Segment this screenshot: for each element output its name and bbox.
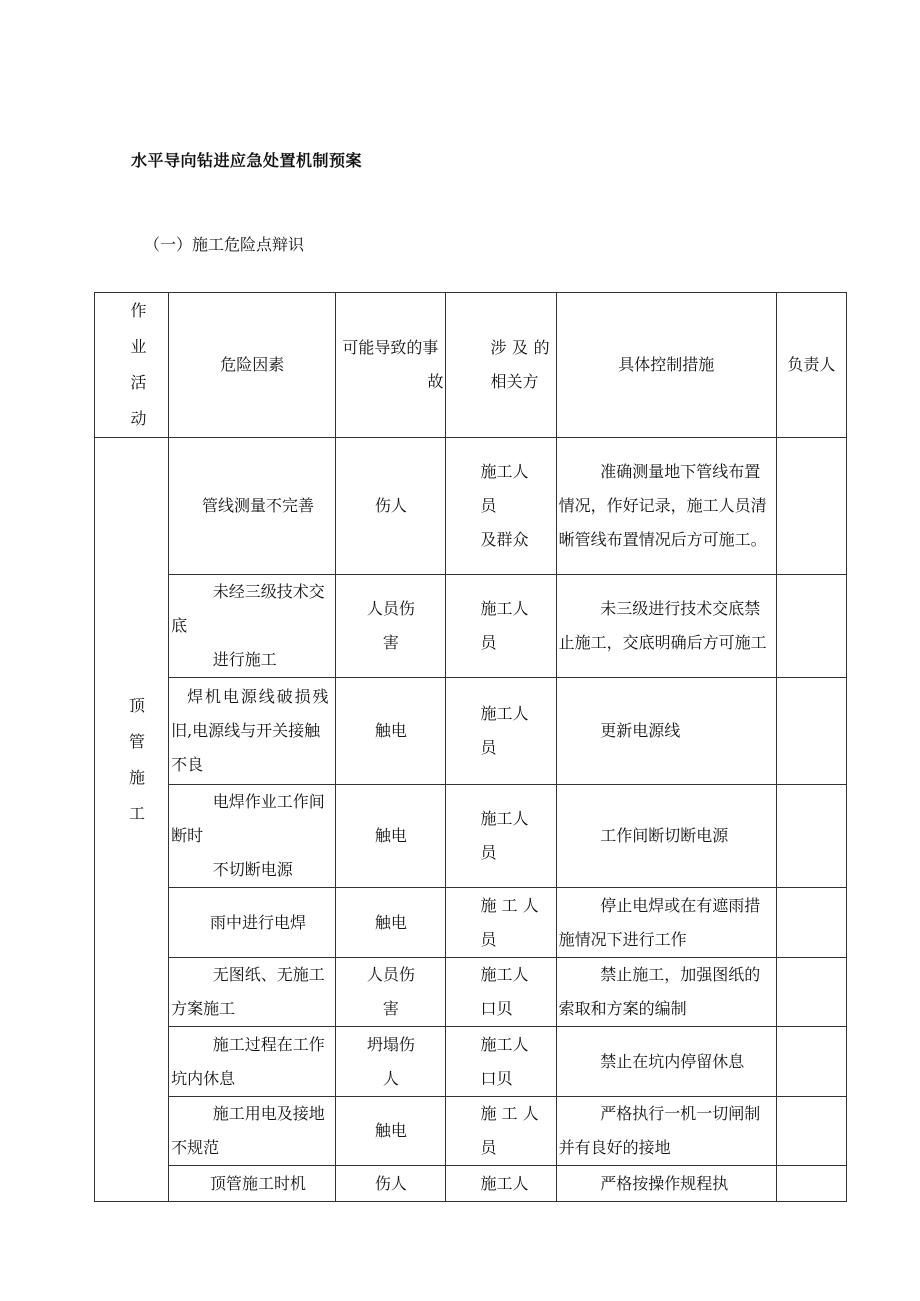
hazard-cell [169, 785, 336, 888]
measure-cell-line: 禁止在坑内停留休息 [600, 1051, 745, 1071]
measure-cell [556, 785, 776, 888]
accident-cell-line: 人员伤 [366, 599, 415, 618]
hazard-cell [169, 958, 336, 1027]
accident-cell [336, 678, 446, 785]
hazard-cell-line: 不良 [171, 755, 204, 774]
hazard-cell-line: 底 [171, 616, 188, 635]
hazard-cell [169, 888, 336, 958]
measure-cell [556, 1027, 776, 1097]
hazard-cell-line: 未经三级技术交 [212, 582, 325, 601]
measure-cell-line: 并有良好的接地 [558, 1138, 671, 1157]
measure-cell-line: 情况，作好记录，施工人员清 [558, 496, 767, 515]
measure-cell-line: 严格按操作规程执 [600, 1173, 729, 1193]
responsible-cell [776, 958, 846, 1027]
responsible-cell [776, 575, 846, 678]
hazard-cell-line: 不规范 [171, 1138, 220, 1157]
accident-cell [336, 958, 446, 1027]
hazard-cell-line: 无图纸、无施工 [212, 965, 325, 984]
measure-cell-line: 施情况下进行工作 [558, 929, 687, 949]
measure-cell-line: 索取和方案的编制 [558, 999, 687, 1018]
hazard-cell-line: 不切断电源 [212, 860, 293, 879]
hazard-cell [169, 1027, 336, 1097]
activity-line: 工 [129, 804, 146, 823]
hazard-cell-line: 坑内休息 [171, 1068, 236, 1088]
party-cell [446, 785, 556, 888]
table-row [95, 1027, 847, 1097]
responsible-cell [776, 888, 846, 958]
accident-cell [336, 438, 446, 575]
header-responsible: 负责人 [776, 293, 846, 438]
measure-cell [556, 958, 776, 1027]
accident-cell-line: 害 [382, 999, 399, 1018]
header-hazard: 危险因素 [169, 293, 336, 438]
hazard-cell-line: 进行施工 [212, 650, 277, 669]
hazard-cell-line: 施工用电及接地 [212, 1104, 325, 1123]
table-row [95, 678, 847, 785]
accident-cell-line: 伤人 [374, 1173, 407, 1193]
party-cell [446, 1097, 556, 1166]
header-accident: 可能导致的事 故 [336, 293, 446, 438]
hazard-cell-line: 顶管施工时机 [209, 1173, 306, 1193]
hazard-cell-line: 断时 [171, 826, 204, 845]
party-cell-line: 施工人 [480, 965, 529, 984]
responsible-cell [776, 1097, 846, 1166]
party-cell-line: 及群众 [480, 530, 529, 549]
hazard-cell [169, 1097, 336, 1166]
party-cell-line: 员 [480, 929, 497, 949]
measure-cell [556, 888, 776, 958]
measure-cell-line: 未三级进行技术交底禁 [600, 599, 761, 618]
responsible-cell [776, 785, 846, 888]
party-cell-line: 员 [480, 496, 497, 515]
measure-cell [556, 1166, 776, 1202]
hazard-cell [169, 1166, 336, 1202]
accident-cell-line: 触电 [374, 1121, 407, 1140]
accident-cell-line: 伤人 [374, 496, 407, 515]
party-cell [446, 1027, 556, 1097]
hazard-cell [169, 438, 336, 575]
measure-cell-line: 更新电源线 [600, 721, 681, 740]
table-row [95, 438, 847, 575]
header-activity: 作 业 活 动 [95, 293, 169, 438]
hazard-cell-line: 管线测量不完善 [201, 496, 314, 515]
party-cell-line: 口贝 [480, 1068, 513, 1088]
table-row [95, 1166, 847, 1202]
party-cell [446, 678, 556, 785]
party-cell-line: 口贝 [480, 999, 513, 1018]
accident-cell [336, 1166, 446, 1202]
table-row [95, 958, 847, 1027]
party-cell [446, 575, 556, 678]
party-cell-line: 施工人 [480, 1034, 529, 1054]
party-cell [446, 438, 556, 575]
accident-cell [336, 1027, 446, 1097]
hazard-cell-line: 雨中进行电焊 [209, 912, 306, 932]
hazard-table [94, 292, 847, 1202]
party-cell [446, 958, 556, 1027]
table-row [95, 785, 847, 888]
hazard-cell-line: 施工过程在工作 [212, 1034, 325, 1054]
measure-cell-line: 停止电焊或在有遮雨措 [600, 895, 761, 915]
accident-cell-line: 触电 [374, 912, 407, 932]
accident-cell [336, 1097, 446, 1166]
activity-line: 顶 [129, 696, 146, 715]
accident-cell-line: 害 [382, 633, 399, 652]
header-measure: 具体控制措施 [556, 293, 776, 438]
accident-cell-line: 触电 [374, 721, 407, 740]
measure-cell [556, 1097, 776, 1166]
accident-cell [336, 888, 446, 958]
measure-cell [556, 575, 776, 678]
responsible-cell [776, 678, 846, 785]
party-cell-line: 员 [480, 738, 497, 757]
party-cell-line: 施工人 [480, 1173, 529, 1193]
party-cell-line: 员 [480, 843, 497, 862]
table-row [95, 575, 847, 678]
measure-cell-line: 禁止施工，加强图纸的 [600, 965, 761, 984]
table-header-row [95, 293, 847, 438]
accident-cell-line: 人员伤 [366, 965, 415, 984]
responsible-cell [776, 1027, 846, 1097]
measure-cell-line: 准确测量地下管线布置 [600, 462, 761, 481]
party-cell-line: 员 [480, 633, 497, 652]
activity-line: 管 [129, 732, 146, 751]
hazard-cell-line: 电焊作业工作间 [212, 792, 325, 811]
measure-cell-line: 止施工，交底明确后方可施工 [558, 633, 767, 652]
party-cell [446, 888, 556, 958]
measure-cell [556, 438, 776, 575]
accident-cell [336, 575, 446, 678]
activity-line: 施 [129, 768, 146, 787]
table-row [95, 1097, 847, 1166]
hazard-cell-line: 方案施工 [171, 999, 236, 1018]
accident-cell-line: 人 [382, 1068, 399, 1088]
hazard-cell [169, 575, 336, 678]
accident-cell [336, 785, 446, 888]
party-cell-line: 施工人 [480, 704, 529, 723]
hazard-cell [169, 678, 336, 785]
party-cell-line: 施 工 人 [480, 1104, 539, 1123]
activity-cell [95, 438, 169, 1202]
party-cell-line: 施工人 [480, 462, 529, 481]
party-cell [446, 1166, 556, 1202]
header-party: 涉及的 相关方 [446, 293, 556, 438]
measure-cell-line: 严格执行一机一切闸制 [600, 1104, 761, 1123]
party-cell-line: 施工人 [480, 599, 529, 618]
measure-cell [556, 678, 776, 785]
responsible-cell [776, 1166, 846, 1202]
measure-cell-line: 工作间断切断电源 [600, 826, 729, 845]
measure-cell-line: 晰管线布置情况后方可施工。 [558, 530, 767, 549]
accident-cell-line: 坍塌伤 [366, 1034, 415, 1054]
page-title: 水平导向钻进应急处置机制预案 [131, 151, 363, 170]
table-row [95, 888, 847, 958]
party-cell-line: 施 工 人 [480, 895, 539, 915]
hazard-cell-line: 焊机电源线破损残 [187, 687, 331, 706]
responsible-cell [776, 438, 846, 575]
accident-cell-line: 触电 [374, 826, 407, 845]
hazard-cell-line: 旧,电源线与开关接触 [171, 721, 321, 740]
party-cell-line: 员 [480, 1138, 497, 1157]
section-heading: （一）施工危险点辩识 [144, 235, 305, 254]
party-cell-line: 施工人 [480, 809, 529, 828]
